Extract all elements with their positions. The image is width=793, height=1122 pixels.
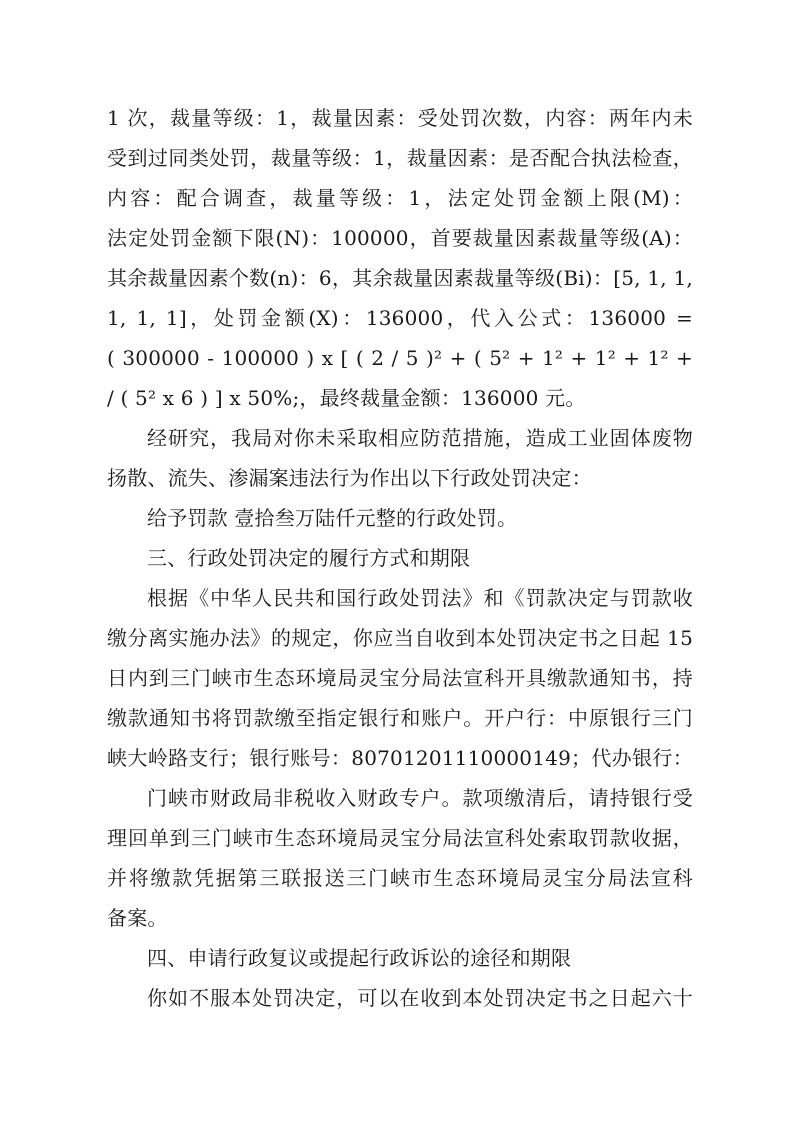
payment-paragraph-line-6: 门峡市财政局非税收入财政专户。款项缴清后，请持银行受 [147,786,693,810]
payment-paragraph-line-4: 缴款通知书将罚款缴至指定银行和账户。开户行：中原银行三门 [107,706,693,730]
payment-paragraph-line-9: 备案。 [107,906,168,930]
payment-paragraph-line-7: 理回单到三门峡市生态环境局灵宝分局法宣科处索取罚款收据， [107,826,693,850]
text-line-6: 1, 1, 1]，处罚金额(X)：136000，代入公式：136000 = [107,306,693,330]
penalty-amount-line: 给予罚款 壹拾叁万陆仟元整的行政处罚。 [147,506,518,530]
text-line-2: 受到过同类处罚，裁量等级：1，裁量因素：是否配合执法检查， [107,146,693,170]
formula-line: ( 300000 - 100000 ) x [ ( 2 / 5 )² + ( 5² + 1² + 1² + 1² + [107,346,693,370]
document-body [107,98,693,1018]
text-line-5: 其余裁量因素个数(n)：6，其余裁量因素裁量等级(Bi)：[5, 1, 1, [107,266,693,290]
bank-account-line: 峡大岭路支行；银行账号：80701201110000149；代办银行： [107,746,693,770]
section-heading-4: 四、申请行政复议或提起行政诉讼的途径和期限 [147,946,572,970]
section-heading-3: 三、行政处罚决定的履行方式和期限 [147,546,471,570]
text-line-1: 1 次，裁量等级：1，裁量因素：受处罚次数，内容：两年内未 [107,106,693,130]
decision-intro-line-2: 扬散、流失、渗漏案违法行为作出以下行政处罚决定： [107,466,592,490]
text-line-3: 内容：配合调查，裁量等级：1，法定处罚金额上限(M)： [107,186,693,210]
payment-paragraph-line-3: 日内到三门峡市生态环境局灵宝分局法宣科开具缴款通知书，持 [107,666,693,690]
payment-paragraph-line-8: 并将缴款凭据第三联报送三门峡市生态环境局灵宝分局法宣科 [107,866,693,890]
text-line-4: 法定处罚金额下限(N)：100000，首要裁量因素裁量等级(A)： [107,226,693,250]
appeal-paragraph-line-1: 你如不服本处罚决定，可以在收到本处罚决定书之日起六十 [147,986,693,1010]
payment-paragraph-line-1: 根据《中华人民共和国行政处罚法》和《罚款决定与罚款收 [147,586,693,610]
decision-intro-line-1: 经研究，我局对你未采取相应防范措施，造成工业固体废物 [147,426,693,450]
payment-paragraph-line-2: 缴分离实施办法》的规定，你应当自收到本处罚决定书之日起 15 [107,626,693,650]
formula-result-line: / ( 5² x 6 ) ] x 50%;，最终裁量金额：136000 元。 [107,386,586,410]
